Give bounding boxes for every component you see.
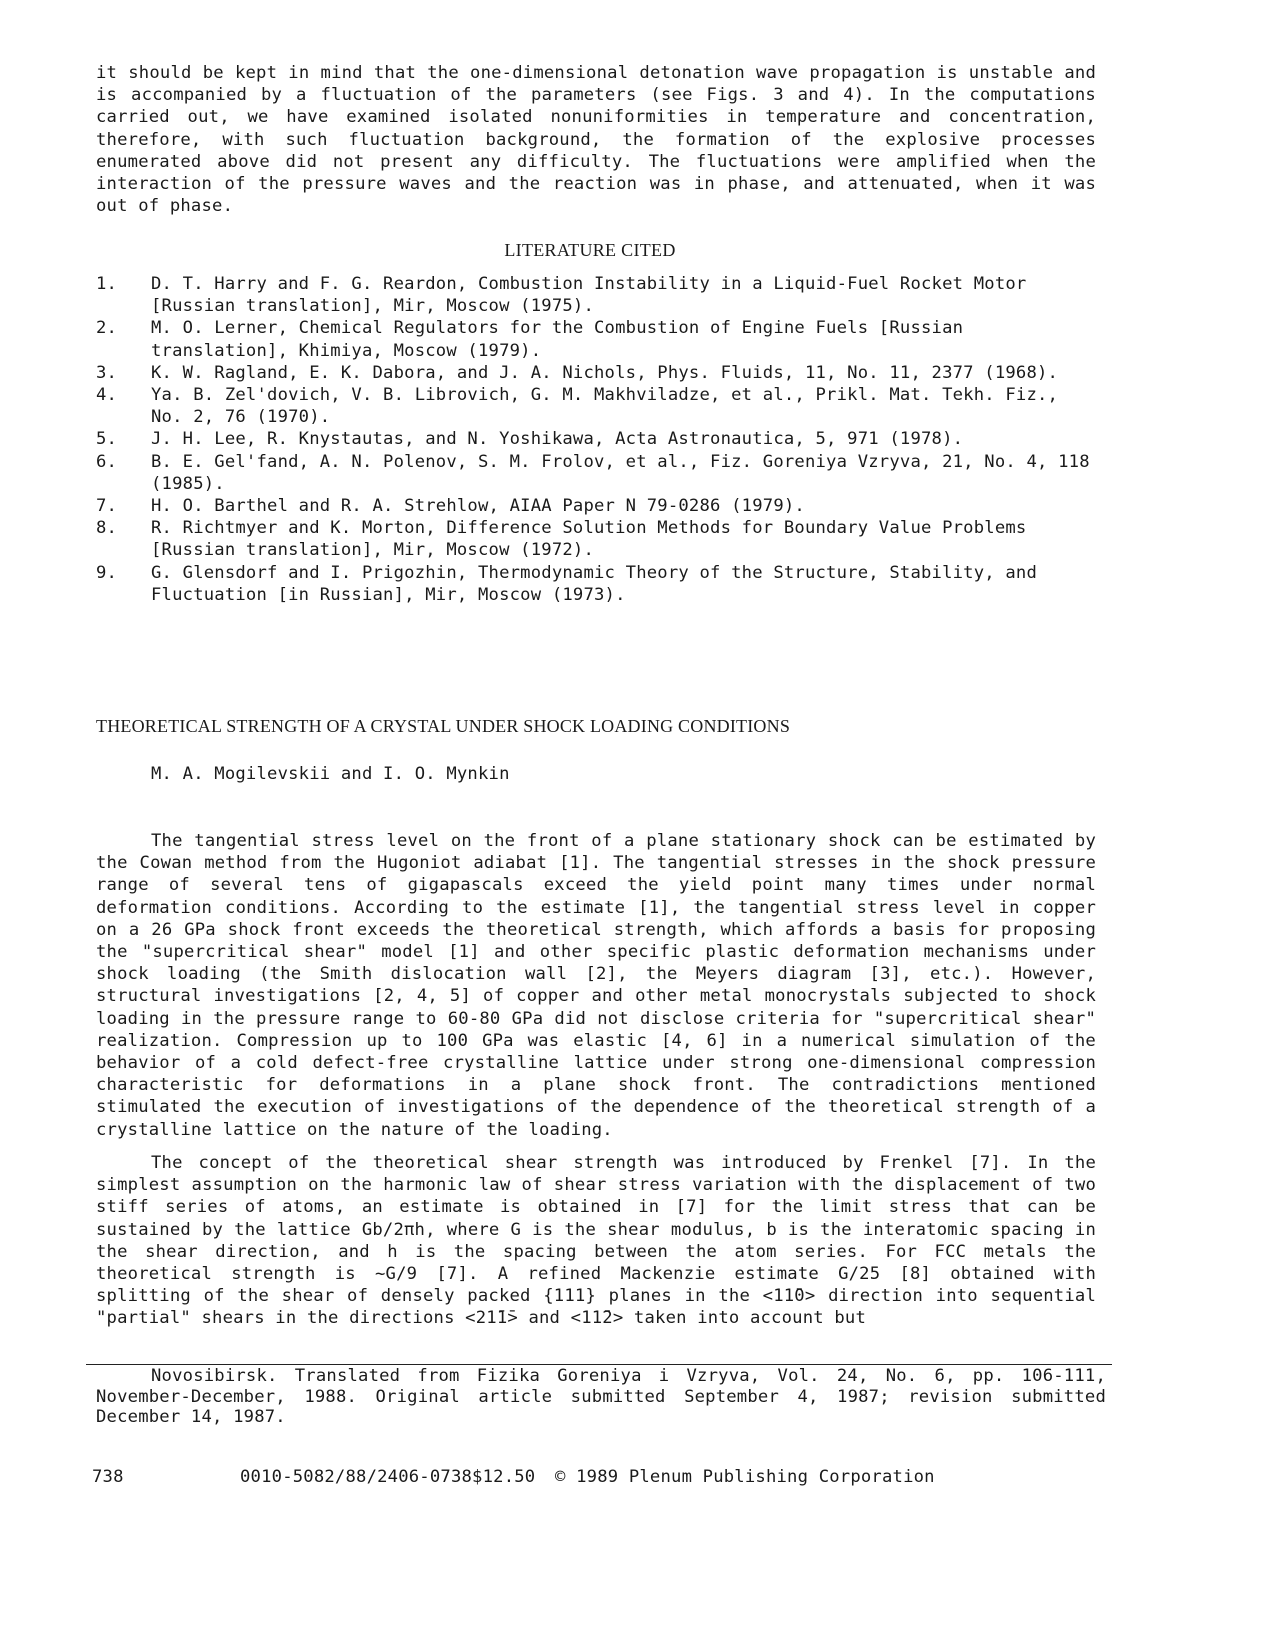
page-number: 738 [92,1467,124,1487]
reference-item [96,362,1096,384]
reference-number: 1. [96,274,118,294]
copyright: © 1989 Plenum Publishing Corporation [555,1467,935,1487]
reference-item [96,495,1096,517]
reference-number: 9. [96,562,118,583]
reference-number: 2. [96,318,118,339]
reference-text: K. W. Ragland, E. K. Dabora, and J. A. Nichols, Phys. Fluids, 11, No. 11, 2377 (1968). [151,362,1059,383]
reference-item [96,317,1096,361]
literature-heading: LITERATURE CITED [504,240,676,260]
footnote-rule [86,1364,1112,1365]
reference-item [96,384,1096,428]
reference-number: 7. [96,496,118,517]
reference-text: Ya. B. Zel'dovich, V. B. Librovich, G. M. Makhviladze, et al., Prikl. Mat. Tekh. Fiz., No. 2, 76 (1970). [151,385,1059,428]
body-paragraph-1: The tangential stress level on the front of a plane stationary shock can be estimated by the Cowan method from the Hugoniot adiabat [1]. The tangential stresses in the shock pressure range of several tens of gigapascals exceed the yield point many times under normal deformation conditions. According to the estimate [1], the tangential stress level in copper on a 26 GPa shock front exceeds the theoretical strength, which affords a basis for proposing the "supercritical shear" model [1] and other specific plastic deformation mechanisms under shock loading (the Smith dislocation wall [2], the Meyers diagram [3], etc.). However, structural investigations [2, 4, 5] of copper and other metal monocrystals subjected to shock loading in the pressure range to 60-80 GPa did not disclose criteria for "supercritical shear" realization. Compression up to 100 GPa was elastic [4, 6] in a numerical simulation of the behavior of a cold defect-free crystalline lattice under strong one-dimensional compression characteristic for deformations in a plane shock front. The contradictions mentioned stimulated the execution of investigations of the dependence of the theoretical strength of a crystalline lattice on the nature of the loading. [96,831,1096,1140]
footnote: Novosibirsk. Translated from Fizika Goreniya i Vzryva, Vol. 24, No. 6, pp. 106-111, November-December, 1988. Original article submitted September 4, 1987; revision submitted December 14, 1987. [96,1366,1106,1428]
reference-item [96,451,1096,495]
reference-item [96,428,1096,450]
reference-number: 8. [96,518,118,539]
reference-list [96,273,1096,606]
reference-item [96,517,1096,561]
article-code: 0010-5082/88/2406-0738$12.50 [240,1467,536,1487]
reference-item [96,562,1096,606]
body-paragraph-2: The concept of the theoretical shear strength was introduced by Frenkel [7]. In the simplest assumption on the harmonic law of shear stress variation with the displacement of two stiff series of atoms, an estimate is obtained in [7] for the limit stress that can be sustained by the lattice Gb/2πh, where G is the shear modulus, b is the interatomic spacing in the shear direction, and h is the spacing between the atom series. For FCC metals the theoretical strength is ~G/9 [7]. A refined Mackenzie estimate G/25 [8] obtained with splitting of the shear of densely packed {111} planes in the <11̄0> direction into sequential "partial" shears in the directions <21̄1̄> and <11̄2> taken into account but [96,1153,1096,1329]
reference-number: 5. [96,429,118,450]
reference-text: R. Richtmyer and K. Morton, Difference Solution Methods for Boundary Value Problems [Russian translation], Mir, Moscow (1972). [151,518,1027,561]
reference-text: J. H. Lee, R. Knystautas, and N. Yoshikawa, Acta Astronautica, 5, 971 (1978). [151,429,964,450]
reference-text: M. O. Lerner, Chemical Regulators for the Combustion of Engine Fuels [Russian translation], Khimiya, Moscow (1979). [151,318,964,361]
reference-number: 6. [96,451,118,472]
reference-text: B. E. Gel'fand, A. N. Polenov, S. M. Frolov, et al., Fiz. Goreniya Vzryva, 21, No. 4, 118 (1985). [151,451,1090,494]
reference-number: 4. [96,385,118,406]
reference-text: G. Glensdorf and I. Prigozhin, Thermodynamic Theory of the Structure, Stability, and Fluctuation [in Russian], Mir, Moscow (1973). [151,562,1038,605]
reference-item [96,273,1096,317]
reference-text: D. T. Harry and F. G. Reardon, Combustion Instability in a Liquid-Fuel Rocket Motor [Russian translation], Mir, Moscow (1975). [151,274,1027,317]
intro-paragraph: it should be kept in mind that the one-dimensional detonation wave propagation is unstable and is accompanied by a fluctuation of the parameters (see Figs. 3 and 4). In the computations carried out, we have examined isolated nonuniformities in temperature and concentration, therefore, with such fluctuation background, the formation of the explosive processes enumerated above did not present any difficulty. The fluctuations were amplified when the interaction of the pressure waves and the reaction was in phase, and attenuated, when it was out of phase. [96,63,1096,217]
authors: M. A. Mogilevskii and I. O. Mynkin [151,764,510,784]
article-title: THEORETICAL STRENGTH OF A CRYSTAL UNDER SHOCK LOADING CONDITIONS [96,716,791,736]
reference-number: 3. [96,362,118,383]
reference-text: H. O. Barthel and R. A. Strehlow, AIAA Paper N 79-0286 (1979). [151,496,805,517]
